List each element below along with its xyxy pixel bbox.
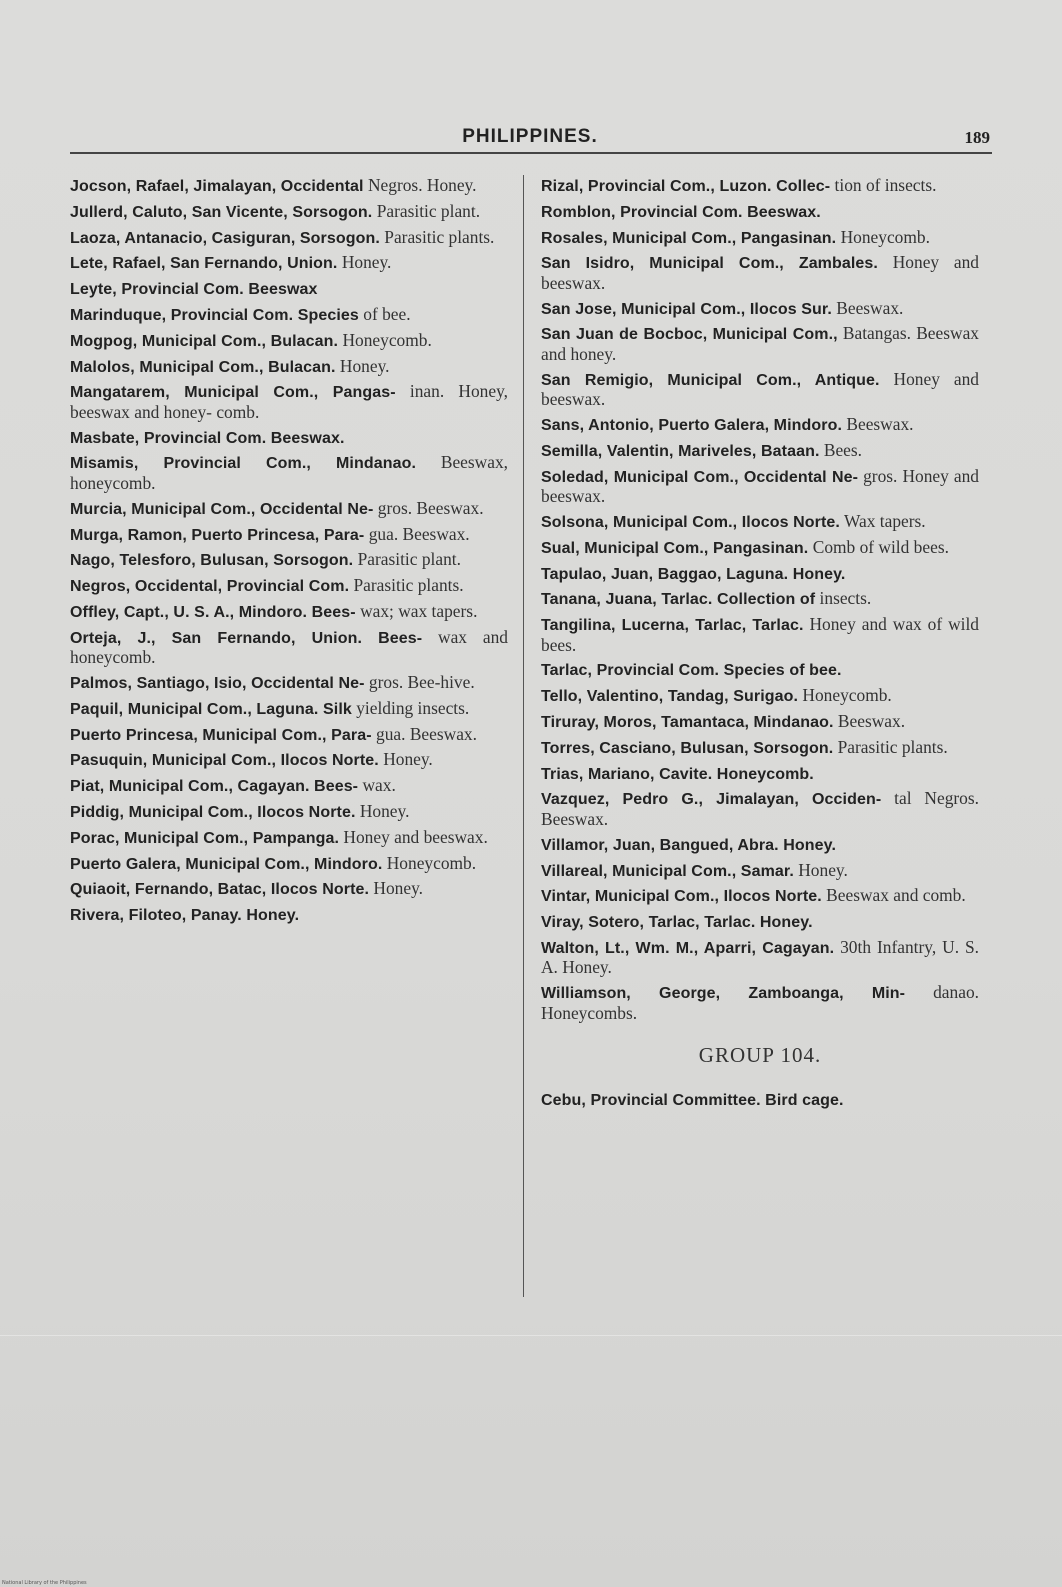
entry-description: wax. [362,775,396,796]
directory-entry [541,686,979,707]
entry-name: Orteja, J., San Fernando, Union. Bees- [70,629,423,647]
directory-entry [70,673,508,694]
entry-name: Tapulao, Juan, Baggao, Laguna. Honey. [541,565,846,583]
entry-name: Murcia, Municipal Com., Occidental Ne- [70,500,374,518]
directory-entry [541,615,979,655]
entry-description: Parasitic plants. [384,226,495,247]
directory-entry [70,331,508,352]
entry-name: Leyte, Provincial Com. Beeswax [70,281,318,299]
entry-name: Vazquez, Pedro G., Jimalayan, Occiden- [541,791,882,809]
entry-description: Honey. [341,252,392,273]
directory-entry [541,176,979,197]
entry-name: Vintar, Municipal Com., Ilocos Norte. [541,888,822,906]
entry-description: Honey and wax of wild bees. [541,614,979,655]
entry-description: of bee. [363,303,411,324]
entry-description: Parasitic plants. [837,736,948,757]
entry-name: Piddig, Municipal Com., Ilocos Norte. [70,804,356,822]
entry-name: Mogpog, Municipal Com., Bulacan. [70,332,339,350]
entry-name: Jullerd, Caluto, San Vicente, Sorsogon. [70,203,373,221]
entry-description: Beeswax. [846,414,914,435]
entry-name: Viray, Sotero, Tarlac, Tarlac. Honey. [541,914,813,932]
entry-description: Parasitic plant. [357,549,461,570]
entry-name: Rizal, Provincial Com., Luzon. Collec- [541,178,831,195]
entry-description: yielding insects. [356,697,470,718]
entry-name: Tiruray, Moros, Tamantaca, Mindanao. [541,714,834,732]
directory-entry [541,299,979,320]
entry-description: Honey and beeswax. [541,368,979,410]
group-entry [541,1090,979,1111]
entry-description: Honeycomb. [840,226,930,247]
directory-entry [70,628,508,668]
directory-entry [541,228,979,249]
entry-name: Laoza, Antanacio, Casiguran, Sorsogon. [70,229,380,247]
directory-entry [70,776,508,797]
directory-entry [70,499,508,520]
entry-name: Tanana, Juana, Tarlac. Collection of [541,591,816,609]
group-heading: GROUP 104. [698,1043,822,1068]
page-fold-line [0,1335,1062,1336]
footer-credit: National Library of the Philippines [2,1580,87,1586]
directory-entry [70,453,508,493]
directory-entry [541,467,979,507]
entry-name: Sans, Antonio, Puerto Galera, Mindoro. [541,417,843,435]
entry-name: Puerto Princesa, Municipal Com., Para- [70,726,372,744]
directory-entry [70,382,508,422]
directory-entry [541,564,979,585]
entry-name: Mangatarem, Municipal Com., Pangas- [70,384,396,402]
page-number: 189 [964,128,990,147]
entry-name: San Jose, Municipal Com., Ilocos Sur. [541,300,832,318]
entry-description: Batangas. Beeswax and honey. [541,323,979,364]
directory-entry [70,602,508,623]
entry-name: Murga, Ramon, Puerto Princesa, Para- [70,526,365,544]
entry-name: Rivera, Filoteo, Panay. Honey. [70,907,300,925]
directory-entry [541,886,979,907]
entry-name: Semilla, Valentin, Mariveles, Bataan. [541,442,820,460]
entry-name: Trias, Mariano, Cavite. Honeycomb. [541,765,814,783]
entry-name: Tangilina, Lucerna, Tarlac, Tarlac. [541,617,804,635]
entry-name: Marinduque, Provincial Com. Species [70,306,359,324]
entry-description: Comb of wild bees. [812,536,949,557]
entry-name: Walton, Lt., Wm. M., Aparri, Cagayan. [541,939,835,957]
entry-description: gros. Honey and beeswax. [541,465,979,507]
entry-description: wax; wax tapers. [360,600,478,621]
entry-description: Honeycomb. [802,685,892,706]
entry-description: Parasitic plant. [376,200,481,221]
directory-entry [541,415,979,436]
entry-name: Malolos, Municipal Com., Bulacan. [70,358,336,376]
directory-entry [541,712,979,733]
entry-description: Honeycomb. [386,852,477,873]
entry-name: Puerto Galera, Municipal Com., Mindoro. [70,855,383,873]
directory-entry [70,176,508,197]
entry-description: insects. [819,588,872,609]
entry-name: Solsona, Municipal Com., Ilocos Norte. [541,513,840,531]
directory-entry [541,512,979,533]
entry-name: Tello, Valentino, Tandag, Surigao. [541,688,799,706]
directory-entry [70,357,508,378]
directory-entry [70,802,508,823]
entry-description: gros. Beeswax. [377,497,484,518]
entry-description: Bees. [823,439,863,460]
entry-description: Wax tapers. [844,510,926,531]
entry-description: gros. Bee-hive. [368,672,475,693]
directory-entry [70,253,508,274]
directory-entry [541,835,979,856]
entry-description: Honeycomb. [342,329,432,350]
directory-entry [70,725,508,746]
directory-entry [70,228,508,249]
entry-description: inan. Honey, beeswax and honey- comb. [70,381,508,422]
directory-entry [70,854,508,875]
directory-entry [70,550,508,571]
directory-entry [70,279,508,300]
entry-name: Porac, Municipal Com., Pampanga. [70,829,340,847]
entry-name: Nago, Telesforo, Bulusan, Sorsogon. [70,552,354,570]
directory-entry [70,879,508,900]
directory-entry [541,370,979,410]
entry-name: Jocson, Rafael, Jimalayan, Occidental [70,178,364,195]
entry-name: Quiaoit, Fernando, Batac, Ilocos Norte. [70,881,370,899]
directory-entry [541,912,979,933]
entry-name: Palmos, Santiago, Isio, Occidental Ne- [70,675,365,693]
entry-description: wax and honeycomb. [70,626,508,668]
entry-name: Negros, Occidental, Provincial Com. [70,578,350,596]
page-title: PHILIPPINES. [462,126,598,147]
entry-name: San Isidro, Municipal Com., Zambales. [541,255,878,273]
running-header [70,122,990,152]
right-column-entries [541,176,979,1023]
entry-name: Piat, Municipal Com., Cagayan. Bees- [70,778,359,796]
entry-name: Masbate, Provincial Com. Beeswax. [70,429,345,447]
entry-name: Soledad, Municipal Com., Occidental Ne- [541,468,859,486]
entry-description: Honey. [359,801,410,822]
entry-name: Tarlac, Provincial Com. Species of bee. [541,662,842,680]
directory-entry [541,764,979,785]
directory-entry [541,589,979,610]
directory-entry [541,938,979,978]
entry-name: Sual, Municipal Com., Pangasinan. [541,539,809,557]
directory-entry [541,253,979,293]
entry-name: Paquil, Municipal Com., Laguna. Silk [70,700,352,718]
entry-name: San Juan de Bocboc, Municipal Com., [541,326,838,344]
entry-name: Williamson, George, Zamboanga, Min- [541,985,906,1003]
directory-entry [541,983,979,1023]
directory-entry [70,202,508,223]
directory-entry [541,861,979,882]
entry-name: Villamor, Juan, Bangued, Abra. Honey. [541,836,837,854]
directory-entry [541,441,979,462]
directory-entry [70,699,508,720]
directory-entry [70,305,508,326]
directory-entry [541,789,979,829]
entry-name: Offley, Capt., U. S. A., Mindoro. Bees- [70,603,356,621]
entry-description: gua. Beeswax. [376,723,477,744]
entry-description: Honey and beeswax. [343,826,488,847]
entry-description: 30th Infantry, U. S. A. Honey. [541,936,979,978]
directory-entry [70,905,508,926]
entry-description: danao. Honeycombs. [541,982,979,1023]
entry-description: Honey. [798,859,848,880]
entry-description: tal Negros. Beeswax. [541,788,979,829]
directory-entry [541,660,979,681]
entry-description: Beeswax. [836,297,904,318]
directory-entry [541,538,979,559]
entry-name: Romblon, Provincial Com. Beeswax. [541,203,821,221]
column-divider [523,175,524,1297]
entry-name: Pasuquin, Municipal Com., Ilocos Norte. [70,752,379,770]
right-column [541,176,979,1116]
directory-entry [70,576,508,597]
group-entry-text: Cebu, Provincial Committee. Bird cage. [541,1092,844,1110]
directory-entry [70,750,508,771]
directory-entry [70,828,508,849]
entry-description: gua. Beeswax. [368,523,470,544]
header-rule [70,152,992,154]
entry-description: Honey. [339,355,390,376]
entry-name: Misamis, Provincial Com., Mindanao. [70,455,416,473]
entry-name: San Remigio, Municipal Com., Antique. [541,371,880,389]
entry-description: tion of insects. [834,175,937,195]
left-column [70,176,508,931]
entry-description: Beeswax. [837,711,906,732]
entry-description: Honey. [373,878,424,899]
directory-entry [541,738,979,759]
directory-entry [541,202,979,223]
entry-name: Torres, Casciano, Bulusan, Sorsogon. [541,739,834,757]
entry-name: Rosales, Municipal Com., Pangasinan. [541,229,837,247]
entry-description: Honey and beeswax. [541,252,979,293]
entry-description: Parasitic plants. [353,575,464,596]
directory-entry [541,324,979,364]
entry-description: Beeswax, honeycomb. [70,452,508,493]
entry-description: Beeswax and comb. [826,885,966,906]
entry-description: Honey. [383,749,433,770]
directory-entry [70,428,508,449]
entry-name: Villareal, Municipal Com., Samar. [541,862,794,880]
entry-name: Lete, Rafael, San Fernando, Union. [70,255,338,273]
entry-description: Negros. Honey. [367,175,477,195]
directory-entry [70,525,508,546]
